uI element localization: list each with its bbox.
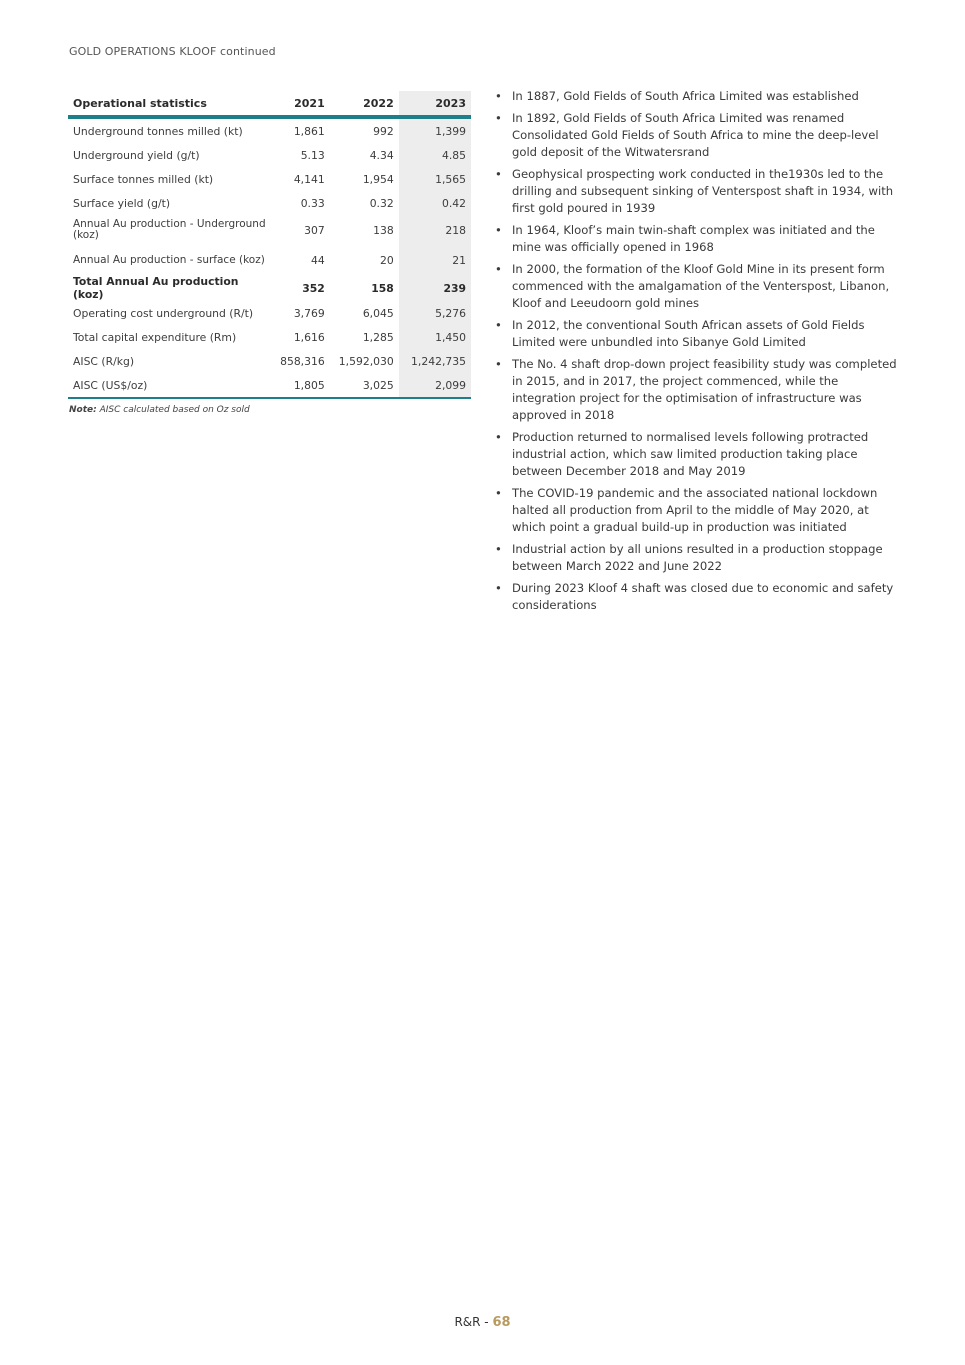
list-item-text: Production returned to normalised levels following protracted industrial action, which saw limited production taking place between December 2018 and May 2019 (512, 430, 869, 478)
column-header-2021: 2021 (271, 91, 330, 117)
cell-2021: 0.33 (300, 196, 325, 210)
bullet-icon: • (495, 89, 502, 103)
operational-statistics-table (68, 91, 471, 399)
list-item-text: In 2012, the conventional South African assets of Gold Fields Limited were unbundled into Sibanye Gold Limited (512, 318, 865, 349)
list-item-text: In 2000, the formation of the Kloof Gold Mine in its present form commenced with the amalgamation of the Venterspost, Libanon, Kloof and Leeudoorn gold mines (512, 262, 890, 310)
list-item (495, 485, 900, 536)
list-item (495, 580, 900, 614)
cell-2022: 3,025 (330, 373, 399, 398)
footer-prefix: R&R - (454, 1315, 493, 1329)
cell-2023: 1,450 (399, 325, 471, 349)
table-row (68, 117, 471, 143)
bullet-icon: • (495, 430, 502, 444)
cell-2023: 1,565 (399, 167, 471, 191)
cell-2022: 4.34 (369, 148, 394, 162)
table-row-total (68, 275, 471, 301)
cell-2023: 2,099 (399, 373, 471, 398)
column-header-2023: 2023 (399, 91, 471, 117)
note-text: AISC calculated based on Oz sold (96, 405, 250, 415)
bullet-icon: • (495, 223, 502, 237)
cell-2022: 1,285 (362, 330, 394, 344)
bullet-icon: • (495, 581, 502, 595)
cell-2022: 1,592,030 (338, 354, 394, 368)
list-item (495, 356, 900, 424)
list-item (495, 166, 900, 217)
table-row (68, 373, 471, 398)
cell-2022: 0.32 (369, 196, 394, 210)
bullet-icon: • (495, 542, 502, 556)
bullet-icon: • (495, 111, 502, 125)
cell-2023: 239 (399, 275, 471, 301)
page-number: 68 (492, 1315, 511, 1330)
row-label: Annual Au production - Underground (koz) (73, 218, 266, 241)
table-row (68, 325, 471, 349)
cell-2022: 1,954 (362, 172, 394, 186)
list-item-text: During 2023 Kloof 4 shaft was closed due to economic and safety considerations (512, 581, 894, 612)
cell-2021: 1,805 (271, 373, 330, 398)
cell-2021: 858,316 (280, 354, 325, 368)
list-item (495, 541, 900, 575)
list-item (495, 222, 900, 256)
list-item-text: Geophysical prospecting work conducted in the1930s led to the drilling and subsequent sinking of Venterspost shaft in 1934, with first gold poured in 1939 (512, 167, 894, 215)
cell-2022: 158 (371, 281, 394, 295)
row-label: AISC (US$/oz) (68, 373, 271, 398)
cell-2021: 4,141 (293, 172, 325, 186)
row-label: Surface yield (g/t) (73, 196, 171, 210)
list-item-text: Industrial action by all unions resulted in a production stoppage between March 2022 and June 2022 (512, 542, 883, 573)
row-label: Total Annual Au production (koz) (73, 275, 239, 301)
cell-2023: 5,276 (399, 301, 471, 325)
list-item (495, 317, 900, 351)
cell-2021: 307 (304, 223, 325, 237)
row-label: Operating cost underground (R/t) (73, 306, 254, 320)
history-list (495, 88, 900, 619)
list-item-text: The COVID-19 pandemic and the associated national lockdown halted all production from April to the middle of May 2020, at which point a gradual build-up in production was initiated (512, 486, 878, 534)
list-item (495, 88, 900, 105)
column-header-label: Operational statistics (68, 91, 271, 117)
cell-2022: 138 (373, 223, 394, 237)
row-label: Underground tonnes milled (kt) (73, 124, 243, 138)
column-header-2022: 2022 (330, 91, 399, 117)
note-label: Note: (69, 405, 97, 415)
cell-2021: 44 (310, 253, 325, 267)
table-note (69, 405, 250, 415)
cell-2023: 4.85 (399, 143, 471, 167)
bullet-icon: • (495, 486, 502, 500)
page-footer (0, 1315, 965, 1330)
row-label: Annual Au production - surface (koz) (73, 253, 265, 266)
cell-2022: 20 (379, 253, 394, 267)
table-row (68, 143, 471, 167)
table-row (68, 215, 471, 245)
bullet-icon: • (495, 167, 502, 181)
list-item (495, 110, 900, 161)
table-row (68, 301, 471, 325)
row-label: Total capital expenditure (Rm) (73, 330, 237, 344)
cell-2021: 3,769 (293, 306, 325, 320)
page-header: GOLD OPERATIONS KLOOF continued (69, 45, 276, 58)
cell-2022: 992 (373, 124, 394, 138)
list-item-text: In 1892, Gold Fields of South Africa Limited was renamed Consolidated Gold Fields of South Africa to mine the deep-level gold deposit of the Witwatersrand (512, 111, 879, 159)
table-row (68, 245, 471, 275)
list-item-text: In 1964, Kloof’s main twin-shaft complex was initiated and the mine was officially opened in 1968 (512, 223, 875, 254)
table-row (68, 167, 471, 191)
cell-2021: 1,616 (293, 330, 325, 344)
cell-2022: 6,045 (362, 306, 394, 320)
row-label: Underground yield (g/t) (73, 148, 200, 162)
cell-2023: 0.42 (399, 191, 471, 215)
table-row (68, 349, 471, 373)
cell-2023: 218 (399, 215, 471, 245)
cell-2023: 21 (399, 245, 471, 275)
bullet-icon: • (495, 318, 502, 332)
row-label: AISC (R/kg) (73, 354, 135, 368)
list-item-text: In 1887, Gold Fields of South Africa Limited was established (512, 89, 859, 103)
row-label: Surface tonnes milled (kt) (73, 172, 214, 186)
cell-2021: 1,861 (293, 124, 325, 138)
cell-2021: 352 (302, 281, 325, 295)
bullet-icon: • (495, 357, 502, 371)
cell-2023: 1,399 (399, 117, 471, 143)
cell-2023: 1,242,735 (399, 349, 471, 373)
table-row (68, 191, 471, 215)
table-header-row (68, 91, 471, 117)
list-item-text: The No. 4 shaft drop-down project feasibility study was completed in 2015, and in 2017, the project commenced, while the integration project for the optimisation of infrastructure was approved in 2018 (512, 357, 897, 422)
cell-2021: 5.13 (300, 148, 325, 162)
bullet-icon: • (495, 262, 502, 276)
list-item (495, 261, 900, 312)
list-item (495, 429, 900, 480)
